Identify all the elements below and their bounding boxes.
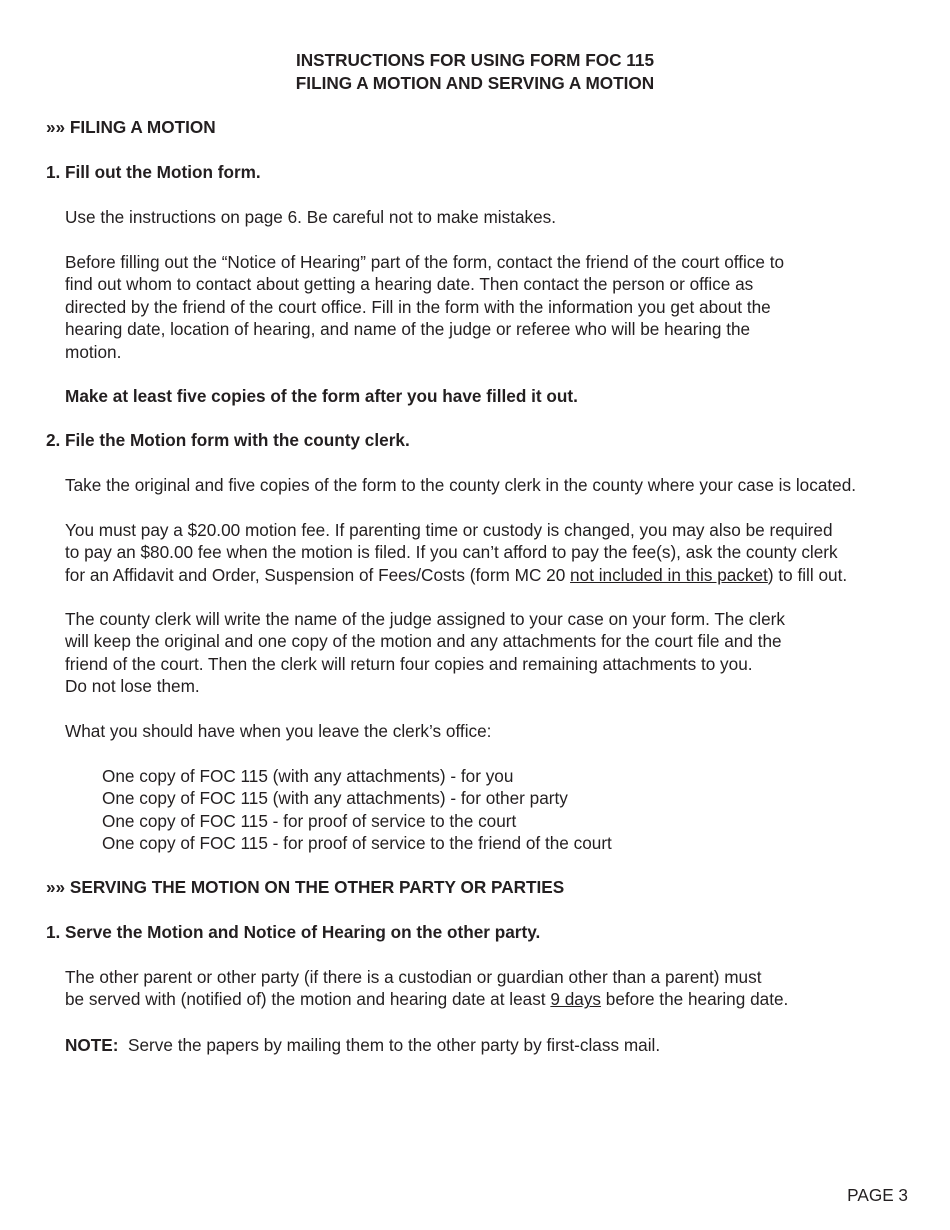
paragraph-line — [65, 988, 788, 1010]
serving-step1-title: Serve the Motion and Notice of Hearing on the other party. — [65, 922, 541, 942]
list-item: One copy of FOC 115 - for proof of service to the court — [102, 810, 517, 831]
serving-step1-heading — [46, 921, 540, 943]
title-line-1: INSTRUCTIONS FOR USING FORM FOC 115 — [295, 50, 655, 70]
paragraph-line: friend of the court. Then the clerk will return four copies and remaining attachments to you. — [65, 653, 753, 674]
serving-heading: »» SERVING THE MOTION ON THE OTHER PARTY OR PARTIES — [46, 877, 565, 897]
filing-step2-p4: What you should have when you leave the clerk’s office: — [65, 721, 492, 741]
filing-step2-p2 — [65, 519, 847, 586]
note-text: Serve the papers by mailing them to the other party by first-class mail. — [128, 1035, 661, 1055]
list-item: One copy of FOC 115 (with any attachments) - for other party — [102, 788, 568, 809]
filing-step1-p2 — [65, 251, 784, 363]
paragraph-line: Before filling out the “Notice of Hearing” part of the form, contact the friend of the court office to — [65, 252, 785, 272]
serving-note — [65, 1034, 660, 1056]
filing-step2-p1: Take the original and five copies of the form to the county clerk in the county where your case is located. — [65, 475, 857, 495]
note-label: NOTE: — [65, 1035, 119, 1055]
paragraph-line: You must pay a $20.00 motion fee. If parenting time or custody is changed, you may also be required — [65, 520, 833, 540]
filing-step1-title: Fill out the Motion form. — [65, 162, 261, 182]
serving-step1-number: 1. — [46, 922, 61, 942]
text-run: be served with (notified of) the motion and hearing date at least — [65, 989, 551, 1010]
paragraph-line: directed by the friend of the court office. Fill in the form with the information you get about the — [65, 296, 771, 317]
page-number: PAGE 3 — [847, 1185, 908, 1205]
paragraph-line: The county clerk will write the name of the judge assigned to your case on your form. The clerk — [65, 609, 785, 629]
underlined-text: not included in this packet — [570, 564, 768, 585]
paragraph-line: to pay an $80.00 fee when the motion is filed. If you can’t afford to pay the fee(s), ask the county clerk — [65, 542, 838, 563]
text-run: before the hearing date. — [601, 989, 789, 1010]
paragraph-line: will keep the original and one copy of the motion and any attachments for the court file and the — [65, 631, 782, 652]
serving-step1-p1 — [65, 966, 788, 1011]
paragraph-line: Do not lose them. — [65, 676, 200, 697]
filing-step2-number: 2. — [46, 430, 61, 450]
filing-step1-bold-note: Make at least five copies of the form after you have filled it out. — [65, 386, 578, 406]
list-item: One copy of FOC 115 - for proof of service to the friend of the court — [102, 833, 612, 854]
filing-heading: »» FILING A MOTION — [46, 117, 216, 137]
text-run: for an Affidavit and Order, Suspension of Fees/Costs (form MC 20 — [65, 564, 571, 585]
underlined-text: 9 days — [550, 989, 602, 1010]
title-line-2: FILING A MOTION AND SERVING A MOTION — [295, 73, 655, 93]
list-item: One copy of FOC 115 (with any attachments) - for you — [102, 766, 514, 786]
paragraph-line: motion. — [65, 341, 122, 362]
paragraph-line — [65, 564, 847, 586]
paragraph-line: find out whom to contact about getting a hearing date. Then contact the person or office as — [65, 274, 754, 295]
filing-step2-title: File the Motion form with the county clerk. — [65, 430, 410, 450]
filing-step2-p3 — [65, 608, 785, 698]
filing-step1-heading — [46, 161, 261, 183]
filing-step1-p1: Use the instructions on page 6. Be careful not to make mistakes. — [65, 207, 557, 227]
text-run: ) to fill out. — [767, 564, 848, 585]
paragraph-line: The other parent or other party (if there is a custodian or guardian other than a parent) must — [65, 967, 762, 987]
filing-step1-number: 1. — [46, 162, 61, 182]
paragraph-line: hearing date, location of hearing, and name of the judge or referee who will be hearing the — [65, 319, 751, 340]
copies-list — [102, 765, 612, 855]
filing-step2-heading — [46, 429, 410, 451]
